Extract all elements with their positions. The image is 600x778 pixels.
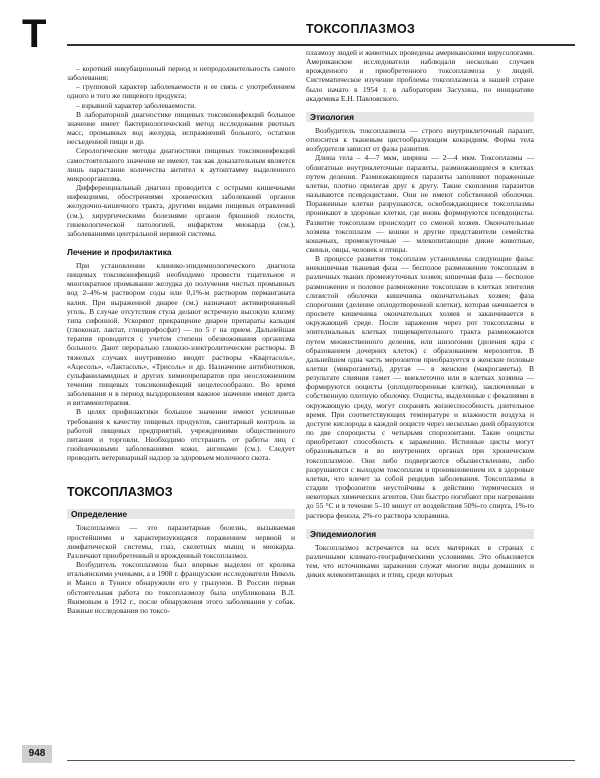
right-column	[306, 48, 534, 579]
paragraph: При установлении клинико-эпидемиологического диагноза пищевых токсикоинфекций необходимо провести тщательное и многократное промывание желудка до получения чистых промывных вод 2–4%-м раствором соды или 0,1%-м раствором перманганата калия. При выраженной диарее (см.) назначают активированный уголь. В случае отсутствия стула делают встречную высокую клизму типа сифонной. Ускоряют прекращение диареи препараты кальция (глюконат, лактат, глицерофосфат) — по 5 г на прием. Дальнейшая терапия проводится с учетом степени обезвоживания организма больного. Дают перорально глюкозо-электролитические растворы. В тяжелых случаях внутривенно вводят растворы «Квартасоль», «Ацесоль», «Лактасоль», «Трисоль» и др. Назначение антибиотиков, сульфаниламидных и других химиопрепаратов при неосложненном течении пищевых токсикоинфекций нецелесообразно. Во время заболевания и в период выздоровления важное значение имеют диета и витаминотерапия.	[67, 260, 295, 408]
paragraph: Возбудитель токсоплазмоза — строго внутриклеточный паразит, относится к тканевым цистообразующим кокцидиям. Форма тела возбудителя зависит от фазы развития.	[306, 125, 534, 154]
paragraph: плазмозу людей и животных проведены американскими вирусологами. Американские исследователи наблюдали несколько случаев врожденного и приобретенного токсоплазмоза у людей. Систематическое изучение проблемы токсоплазмоза в нашей стране было начато в 1954 г. в лаборатории Засухина, по инициативе академика Е.Н. Павловского.	[306, 48, 534, 103]
left-column	[67, 64, 295, 615]
running-title: ТОКСОПЛАЗМОЗ	[306, 22, 416, 36]
paragraph: В процессе развития токсоплазм установлены следующие фазы: внекишечная тканевая фаза — бесполое размножение токсоплазм в различных тканях промежуточных хозяев; кишечная фаза — бесполое размножение и половое размножение токсоплазм в клетках эпителия слизистой оболочки кишечника окончательных хозяев; фаза спорогонии (деление оплодотворенной клетки), которая начинается в просвете кишечника окончательных хозяев и заканчивается в окружающей среде. После заражения через рот токсоплазмы в эпителиальных клетках пищеварительного тракта размножаются путем множественного деления, или шизогонии (деления ядра с образованием дочерних клеток) с образованием мерозоитов. В дальнейшем одна часть мерозоитов преобразуется в женские половые клетки (микрогаметы), другая — в женские (макрогаметы). В результате слияния гамет — внеклеточно или в клетках хозяина — формируются ооцисты (оплодотворенные клетки), заключенные в собственную плотную оболочку. Ооцисты, выделенные с фекалиями в окружающую среду, могут сохранять жизнеспособность длительное время. При соответствующих температуре и влажности воздуха и доступе кислорода в каждой ооцисте через несколько дней образуются по две спороцисты с четырьмя спорозоитами. Такие ооцисты приобретают способность к заражению. Истинные цисты могут образовываться и во внутренних органах при хроническом токсоплазмозе. Они либо подвергаются обызвествлению, либо разрушаются с выходом токсоплазм и проникновением их в здоровые клетки, что влечет за собой рецидив заболевания. Токсоплазмы в стадии трофозоитов неустойчивы к действию термических и некоторых химических агентов. Они быстро погибают при нагревании до 55 °С и в течение 5–10 минут от воздействия 50%-го спирта, 1%-го раствора фенола, 2%-го раствора хлорамина.	[306, 254, 534, 520]
section-letter: Т	[22, 12, 47, 56]
paragraph: Серологические методы диагностики пищевых токсикоинфекций самостоятельного значения не имеют, так как доказательным является лишь нарастание количества антител к аутоштамму выделенного микроорганизма.	[67, 146, 295, 183]
paragraph: Дифференциальный диагноз проводится с острыми кишечными инфекциями, обострениями хронических заболеваний органов желудочно-кишечного тракта, другими видами пищевых отравлений (см.), хирургическими болезнями органов брюшной полости, гинекологической патологией, инфарктом миокарда (см.), заболеваниями центральной нервной системы.	[67, 183, 295, 238]
paragraph: Токсоплазмоз — это паразитарная болезнь, вызываемая простейшими и характеризующаяся поражением нервной и лимфатической системы, глаз, скелетных мышц и миокарда. Различают приобретенный и врожденный токсоплазмоз.	[67, 523, 295, 560]
bullet-1: – короткий инкубационный период и непродолжительность самого заболевания;	[67, 64, 295, 83]
article-title: ТОКСОПЛАЗМОЗ	[67, 485, 173, 500]
footer-rule	[67, 760, 575, 761]
page-number: 948	[22, 745, 52, 763]
bullet-3: – взрывной характер заболеваемости.	[76, 100, 197, 110]
paragraph: Токсоплазмоз встречается на всех материках в странах с различными климато-географическими условиями. Это объясняется тем, что источниками заражения служат многие виды домашних и диких млекопитающих и птиц, среди которых	[306, 542, 534, 580]
paragraph: В целях профилактики большое значение имеют усиленные требования к качеству пищевых продуктов, санитарный контроль за работой пищевых предприятий, учреждениями общественного питания и торговли. Необходимо отстранить от работы лиц с гнойничковыми заболеваниями кожи, ангинами (см.). Следует проводить ветеринарный надзор за здоровьем молочного скота.	[67, 407, 295, 463]
paragraph: Возбудитель токсоплазмоза был впервые выделен от кролика итальянскими учеными, а в 1908 г. французские исследователи Николь и Мансо в Тунисе обнаружили его у грызунов. В России первая обстоятельная работа по токсоплазмозу была опубликована В.Л. Якимовым в 1912 г., после обнаружения этого заболевания у собак. Важные исследования по токсо-	[67, 560, 295, 615]
header-rule	[67, 44, 575, 46]
paragraph: В лабораторной диагностике пищевых токсикоинфекций большое значение имеет бактериологический метод исследования рвотных масс, промывных вод желудка, испражнений больного, остатков несъеденной пищи и др.	[67, 109, 295, 147]
bullet-2: – групповой характер заболеваемости и ее связь с употреблением одного и того же пищевого продукта;	[67, 82, 295, 101]
heading-treatment: Лечение и профилактика	[67, 246, 172, 257]
paragraph: Длина тела – 4—7 мкм, ширина — 2—4 мкм. Токсоплазмы — облигатные внутриклеточные паразиты, размножающиеся в клетках путем деления. Размножающиеся паразиты заполняют пораженные клетки, плотно прилегая друг к другу. Такие скопления паразитов называются псевдоцистами. Они не имеют собственной оболочки. Пораженные клетки разрушаются, освобождающиеся токсоплазмы проникают в здоровые клетки, где вновь формируются псевдоцисты. Развитие токсоплазм происходит со сменой хозяев. Окончательные хозяева токсоплазм — кошки и другие представители семейства кошачьих, промежуточные — млекопитающие дикие животные, свиньи, овцы, человек и птицы.	[306, 153, 534, 254]
heading-epidemiology: Эпидемиология	[306, 529, 534, 539]
heading-etiology: Этиология	[306, 112, 534, 122]
heading-definition: Определение	[67, 509, 295, 519]
